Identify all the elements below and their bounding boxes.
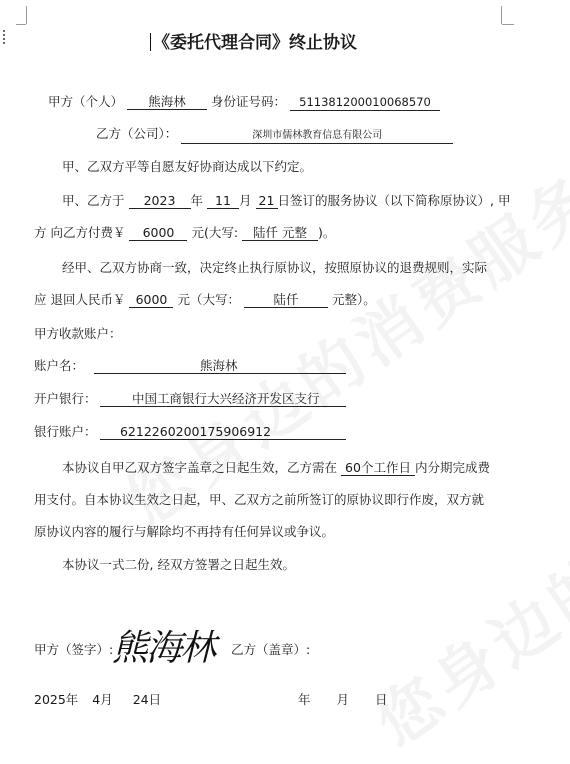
party-b-label: 乙方（公司）： [96,126,178,141]
account-number-value: 6212260200175906912 [100,424,346,440]
party-a-date [34,690,161,708]
bank-line [34,389,346,407]
date-b-month: 月 [336,692,350,707]
agreement-suffix: 日签订的服务协议（以下简称原协议）, 甲 [277,193,511,208]
termination-line-2 [34,290,376,308]
agreement-day: 21 [256,193,278,209]
intro-paragraph: 甲、乙双方平等自愿友好协商达成以下约定。 [62,159,313,174]
year-unit: 年 [190,193,204,208]
month-unit: 月 [239,193,252,208]
account-name-label: 账户名： [34,358,85,373]
agreement-month: 11 [207,193,239,209]
text-cursor [150,33,151,51]
effective-suffix: 内分期完成费 [415,460,491,475]
payment-amount: 6000 [129,225,187,241]
account-heading: 甲方收款账户： [34,326,122,341]
agreement-line-2 [34,223,335,241]
effective-line-2: 用支付。自本协议生效之日起，甲、乙双方之前所签订的原协议即行作废，双方就 [34,492,485,507]
page-title: 《委托代理合同》终止协议 [150,28,357,53]
payment-deadline: 60个工作日 [341,460,415,476]
effective-line-1 [62,458,490,476]
party-b-seal-label: 乙方（盖章）: [231,642,311,657]
party-b-date [298,690,388,708]
payment-mid: 元(大写: [191,225,239,240]
id-label: 身份证号码： [210,94,286,109]
effective-prefix: 本协议自甲乙双方签字盖章之日起生效，乙方需在 [62,460,338,475]
party-a-label: 甲方（个人） [48,94,124,109]
agreement-line-1 [62,191,510,209]
bank-label: 开户银行： [34,391,97,406]
date-a-day: 24日 [132,692,162,707]
refund-amount: 6000 [129,292,173,308]
account-name-value: 熊海林 [94,358,346,374]
handwritten-signature: 熊海林 [112,628,215,669]
refund-amount-cn: 陆仟 [244,292,328,308]
refund-mid: 元（大写： [177,292,240,307]
party-a-signature-label: 甲方（签字）: [34,642,114,657]
date-a-month: 4月 [92,692,113,707]
copies-paragraph: 本协议一式二份, 经双方签署之日起生效。 [62,557,295,572]
account-number-label: 银行账户： [34,424,97,439]
payment-prefix: 方 向乙方付费￥ [34,225,126,240]
party-b-line [96,124,453,144]
account-number-line [34,422,346,440]
agreement-year: 2023 [129,193,191,209]
termination-line-1: 经甲、乙双方协商一致，决定终止执行原协议，按照原协议的退费规则，实际 [62,260,488,275]
payment-suffix: )。 [318,225,336,240]
margin-dots [3,30,5,44]
date-b-year: 年 [298,692,311,707]
account-name-line [34,356,346,374]
party-b-name: 深圳市儒林教育信息有限公司 [181,128,453,144]
bank-value: 中国工商银行大兴经济开发区支行 [100,391,346,407]
date-a-year: 2025年 [34,692,79,707]
party-a-line [48,92,440,111]
refund-suffix: ）。 [356,292,376,307]
date-b-day: 日 [375,692,388,707]
effective-line-3: 原协议内容的履行与解除均不再持有任何异议或争议。 [34,524,335,539]
payment-amount-cn: 陆仟 元整 [242,225,318,241]
refund-prefix: 应 退回人民币￥ [34,292,126,307]
party-a-name: 熊海林 [127,94,207,110]
agreement-prefix: 甲、乙方于 [62,193,125,208]
id-number: 511381200010068570 [290,95,440,111]
refund-unit: 元整 [331,292,357,307]
